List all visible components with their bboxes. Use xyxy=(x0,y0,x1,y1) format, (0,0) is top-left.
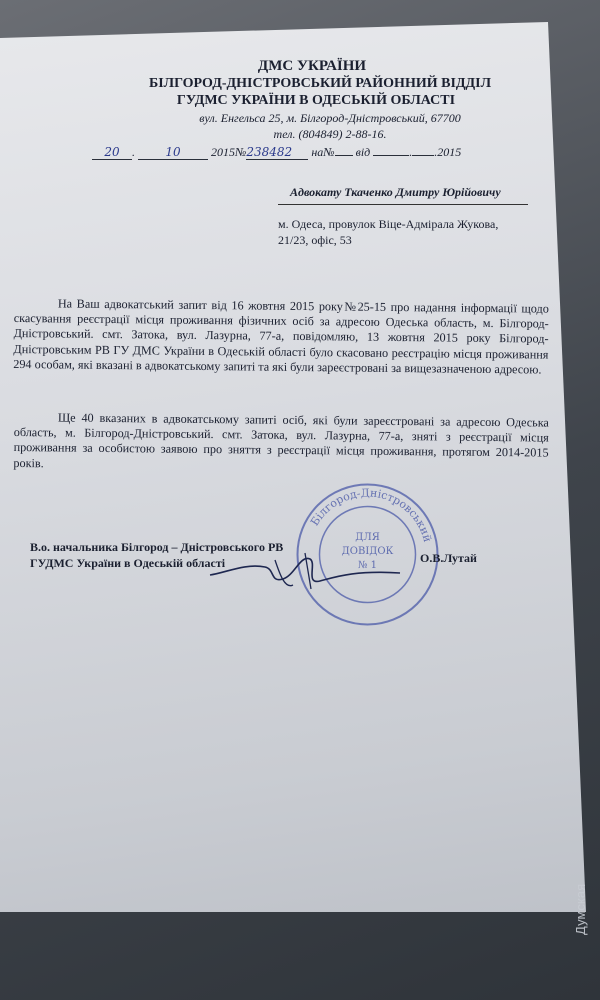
ref-month: 10 xyxy=(138,145,208,160)
handwritten-signature xyxy=(205,545,405,595)
header-line-2: БІЛГОРОД-ДНІСТРОВСЬКИЙ РАЙОННИЙ ВІДДІЛ xyxy=(148,76,492,91)
recipient-underline xyxy=(278,204,528,205)
ref-year-prefix: 2015№ xyxy=(211,145,247,159)
header-line-3: ГУДМС УКРАЇНИ В ОДЕСЬКІЙ ОБЛАСТІ xyxy=(176,93,456,108)
signer-name: О.В.Лутай xyxy=(420,551,477,565)
body-paragraph-1: На Ваш адвокатський запит від 16 жовтня 2015 року№25-15 про надання інформації щодо скасування реєстрації місця проживання фізичних осіб за адресою Одеська область, м. Білгород-Дністровський. смт. Затока, вул. Лазурна, 77-а, повідомляю, 13 жовтня 2015 року Білгород-Дністровським РВ ГУ ДМС України в Одеській області було скасовано реєстрацію місця проживання 294 особам, які вказані в адвокатському запиті та які були зареєстровані за вищезазначеною адресою. xyxy=(13,296,549,377)
body-paragraph-2: Ще 40 вказаних в адвокатському запиті осіб, які були зареєстровані за адресою Одеська область, м. Білгород-Дністровський. смт. Затока, вул. Лазурна, 77-а, зняті з реєстрації місця проживання за особистою заявою про зняття з реєстрації місця проживання, протягом 2014-2015 років. xyxy=(13,410,549,470)
ref-number: 238482 xyxy=(246,145,308,160)
stamp-center-line-1: ДЛЯ xyxy=(355,532,380,543)
ref-na-label: на№ xyxy=(311,145,335,159)
stamp-center-line-2: ДОВІДОК xyxy=(341,546,394,557)
watermark-logo: Думская xyxy=(573,883,588,935)
ref-day: 20 xyxy=(92,145,132,160)
stamp-ring-text: Білгород-Дністровський xyxy=(308,486,435,544)
header-address: вул. Енгельса 25, м. Білгород-Дністровський, 67700 xyxy=(199,111,461,125)
header-line-1: ДМС УКРАЇНИ xyxy=(257,58,367,74)
recipient-name: Адвокату Ткаченко Дмитру Юрійовичу xyxy=(290,185,501,199)
stamp-center-line-3: № 1 xyxy=(357,560,378,571)
signature-title-line-1: В.о. начальника Білгород – Дністровського РВ xyxy=(30,540,284,554)
ref-vid-label: від xyxy=(355,145,371,159)
ref-year-suffix: .2015 xyxy=(434,145,462,159)
signature-title-line-2: ГУДМС України в Одеській області xyxy=(30,556,226,570)
recipient-address: м. Одеса, провулок Віце-Адмірала Жукова, 21/23, офіс, 53 xyxy=(278,217,499,247)
header-phone: тел. (804849) 2-88-16. xyxy=(273,127,387,141)
reference-line: 20 . 10 2015№238482 на№ від . .2015 xyxy=(92,145,461,160)
